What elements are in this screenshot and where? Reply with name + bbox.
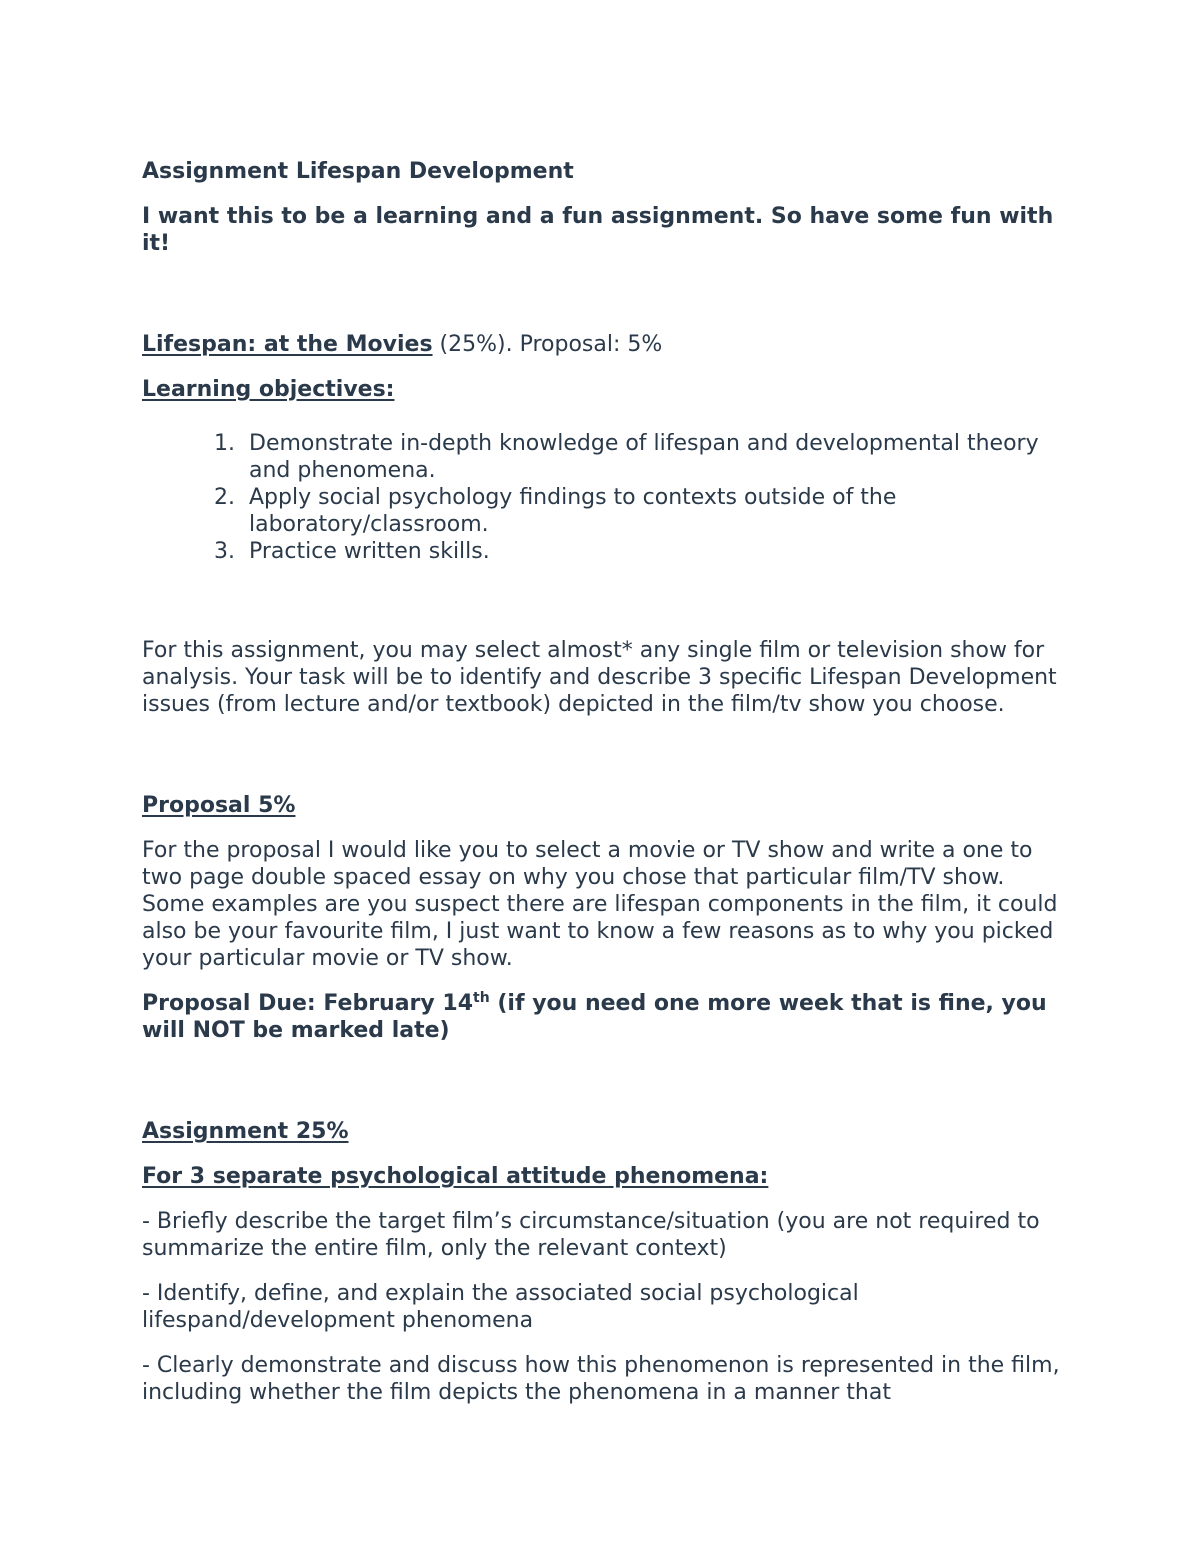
objective-item xyxy=(142,430,1062,484)
section-heading-line xyxy=(142,331,1062,358)
proposal-heading: Proposal 5% xyxy=(142,793,296,818)
objective-text: Practice written skills. xyxy=(249,539,490,564)
objective-number: 3. xyxy=(214,539,235,564)
objectives-heading: Learning objectives: xyxy=(142,377,395,402)
assignment-heading: Assignment 25% xyxy=(142,1119,349,1144)
objective-item xyxy=(142,538,1062,565)
objective-number: 1. xyxy=(214,431,235,456)
objective-text: Apply social psychology findings to contexts outside of the laboratory/classroom. xyxy=(249,485,897,537)
bullet-item: - Briefly describe the target film’s circumstance/situation (you are not required to summarize the entire film, only the relevant context) xyxy=(142,1209,1040,1261)
objective-number: 2. xyxy=(214,485,235,510)
proposal-paragraph: For the proposal I would like you to select a movie or TV show and write a one to two page double spaced essay on why you chose that particular film/TV show. Some examples are you suspect there are lifespan components in the film, it could also be your favourite film, I just want to know a few reasons as to why you picked your particular movie or TV show. xyxy=(142,838,1058,971)
due-suffix: (if you need one more week that is fine, you will NOT be marked late) xyxy=(142,991,1047,1043)
bullet-item: - Identify, define, and explain the associated social psychological lifespand/development phenomena xyxy=(142,1281,859,1333)
objective-text: Demonstrate in-depth knowledge of lifespan and developmental theory and phenomena. xyxy=(249,431,1039,483)
bullet-item: - Clearly demonstrate and discuss how this phenomenon is represented in the film, including whether the film depicts the phenomena in a manner that xyxy=(142,1353,1060,1405)
analysis-paragraph: For this assignment, you may select almost* any single film or television show for analysis. Your task will be to identify and describe 3 specific Lifespan Development issues (from lecture and/or textbook) depicted in the film/tv show you choose. xyxy=(142,638,1057,717)
document-title: Assignment Lifespan Development xyxy=(142,159,574,184)
document-page xyxy=(142,158,1062,1424)
objective-item xyxy=(142,484,1062,538)
due-prefix: Proposal Due: February 14 xyxy=(142,991,474,1016)
intro-text: I want this to be a learning and a fun assignment. So have some fun with it! xyxy=(142,204,1054,256)
proposal-due xyxy=(142,990,1062,1044)
phenomena-heading: For 3 separate psychological attitude phenomena: xyxy=(142,1164,769,1189)
objectives-list xyxy=(142,430,1062,565)
section-weight: (25%). Proposal: 5% xyxy=(432,332,663,357)
section-title: Lifespan: at the Movies xyxy=(142,332,433,357)
due-superscript: th xyxy=(473,990,490,1006)
